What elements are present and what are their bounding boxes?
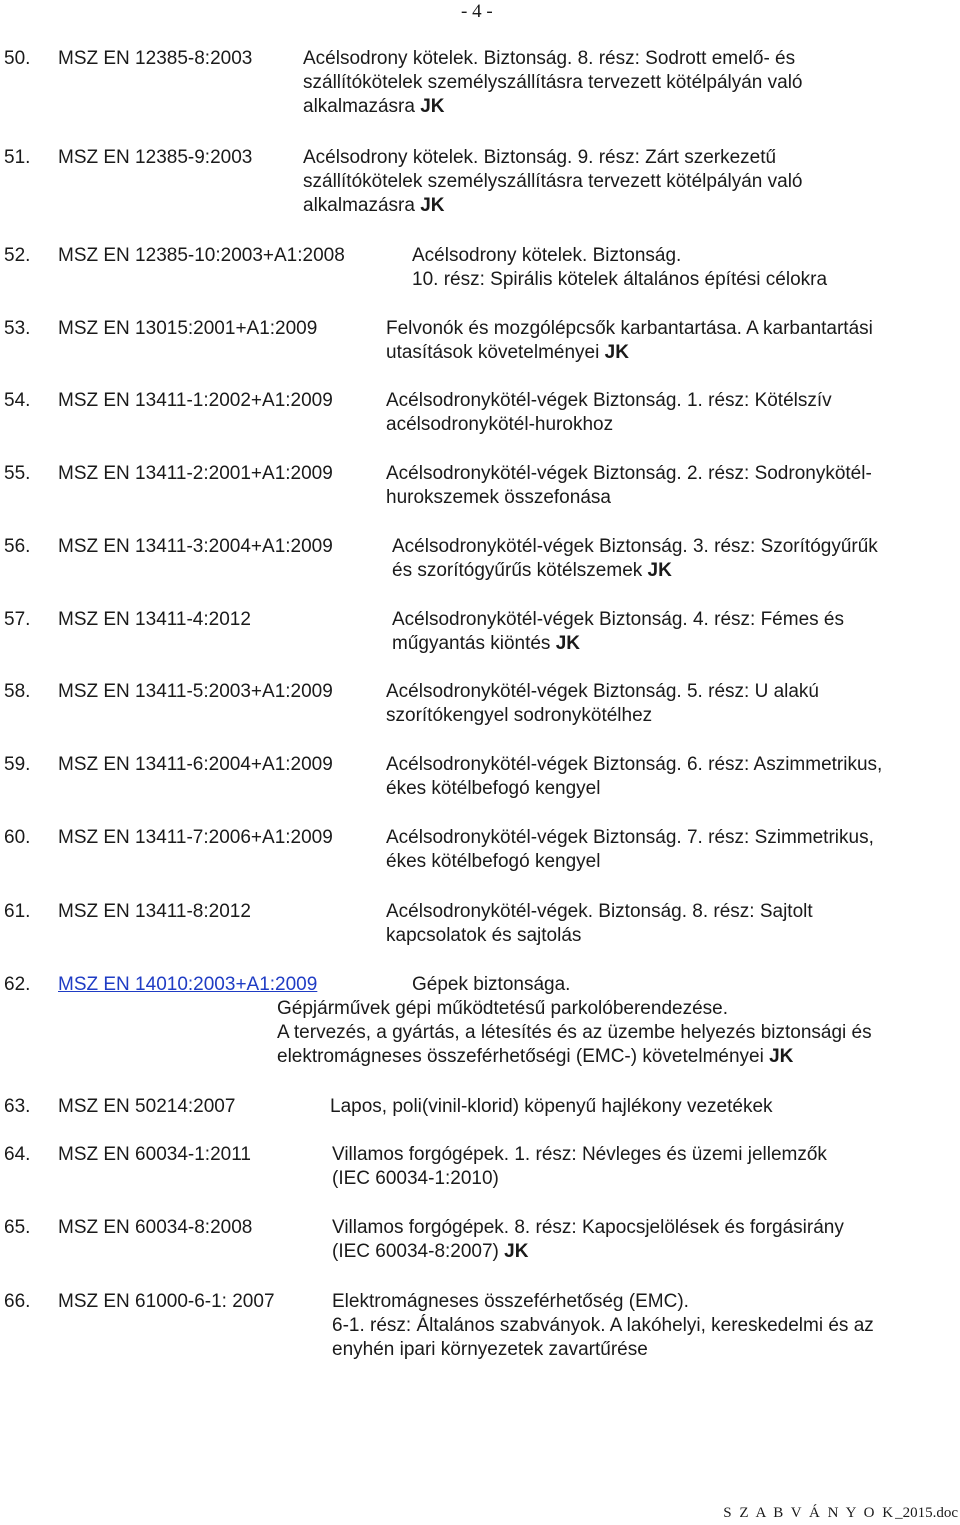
- title-line: Acélsodronykötél-végek Biztonság. 7. rész: Szimmetrikus,: [386, 827, 874, 848]
- entry-number: 57.: [4, 609, 31, 630]
- standard-title: [412, 973, 570, 997]
- title-line: műgyantás kiöntés JK: [392, 633, 580, 654]
- title-line: szorítókengyel sodronykötélhez: [386, 705, 653, 726]
- title-line: Acélsodronykötél-végek Biztonság. 1. rész: Kötélszív: [386, 390, 832, 411]
- standard-title: [386, 317, 873, 365]
- entry-number: 65.: [4, 1217, 31, 1238]
- standard-code: MSZ EN 13411-1:2002+A1:2009: [58, 390, 333, 411]
- standard-title-continued: [277, 997, 872, 1069]
- title-line: (IEC 60034-1:2010): [332, 1168, 499, 1189]
- jk-marker: JK: [604, 342, 629, 363]
- standard-code: MSZ EN 12385-10:2003+A1:2008: [58, 245, 345, 266]
- title-line: hurokszemek összefonása: [386, 487, 611, 508]
- entry-number: 59.: [4, 754, 31, 775]
- entry-number: 66.: [4, 1291, 31, 1312]
- standard-code: MSZ EN 12385-8:2003: [58, 48, 253, 69]
- standard-code: MSZ EN 13411-5:2003+A1:2009: [58, 681, 333, 702]
- standard-title: [392, 535, 878, 583]
- standard-code: MSZ EN 13411-3:2004+A1:2009: [58, 536, 333, 557]
- title-line: szállítókötelek személyszállításra tervezett kötélpályán való: [303, 171, 803, 192]
- entry-number: 62.: [4, 974, 31, 995]
- title-line: Acélsodronykötél-végek Biztonság. 3. rész: Szorítógyűrűk: [392, 536, 878, 557]
- entry-number: 52.: [4, 245, 31, 266]
- jk-marker: JK: [647, 560, 672, 581]
- title-line: Gépjárművek gépi működtetésű parkolóberendezése.: [277, 998, 728, 1019]
- standard-title: [412, 244, 827, 292]
- standard-title: [386, 900, 813, 948]
- title-line: kapcsolatok és sajtolás: [386, 925, 582, 946]
- title-line: Villamos forgógépek. 1. rész: Névleges és üzemi jellemzők: [332, 1144, 827, 1165]
- title-line: Acélsodronykötél-végek Biztonság. 6. rész: Aszimmetrikus,: [386, 754, 883, 775]
- title-line: alkalmazásra JK: [303, 96, 445, 117]
- entry-number: 55.: [4, 463, 31, 484]
- jk-marker: JK: [420, 96, 445, 117]
- title-line: enyhén ipari környezetek zavartűrése: [332, 1339, 648, 1360]
- standard-title: [392, 608, 844, 656]
- title-line: ékes kötélbefogó kengyel: [386, 778, 601, 799]
- title-line: A tervezés, a gyártás, a létesítés és az üzembe helyezés biztonsági és: [277, 1022, 872, 1043]
- jk-marker: JK: [420, 195, 445, 216]
- title-line: Acélsodronykötél-végek Biztonság. 4. rész: Fémes és: [392, 609, 844, 630]
- standard-title: [386, 753, 882, 801]
- title-line: Villamos forgógépek. 8. rész: Kapocsjelölések és forgásirány: [332, 1217, 844, 1238]
- standard-code: MSZ EN 12385-9:2003: [58, 147, 253, 168]
- standard-code: MSZ EN 60034-8:2008: [58, 1217, 253, 1238]
- title-line: 6-1. rész: Általános szabványok. A lakóhelyi, kereskedelmi és az: [332, 1315, 874, 1336]
- title-line: szállítókötelek személyszállításra tervezett kötélpályán való: [303, 72, 803, 93]
- entry-number: 50.: [4, 48, 31, 69]
- entry-number: 61.: [4, 901, 31, 922]
- entry-number: 63.: [4, 1096, 31, 1117]
- title-line: alkalmazásra JK: [303, 195, 445, 216]
- standard-title: [303, 47, 803, 119]
- standard-code: MSZ EN 61000-6-1: 2007: [58, 1291, 275, 1312]
- title-line: Acélsodrony kötelek. Biztonság.: [412, 245, 682, 266]
- standard-title: [332, 1143, 827, 1191]
- standard-code-link[interactable]: MSZ EN 14010:2003+A1:2009: [58, 974, 318, 995]
- entry-number: 58.: [4, 681, 31, 702]
- standard-code: MSZ EN 50214:2007: [58, 1096, 236, 1117]
- standard-code: MSZ EN 13411-8:2012: [58, 901, 251, 922]
- standard-code: MSZ EN 13411-4:2012: [58, 609, 251, 630]
- standard-code: MSZ EN 13015:2001+A1:2009: [58, 318, 318, 339]
- standard-title: [330, 1095, 773, 1119]
- title-line: Gépek biztonsága.: [412, 974, 571, 995]
- title-line: Acélsodronykötél-végek Biztonság. 2. rész: Sodronykötél-: [386, 463, 872, 484]
- title-line: (IEC 60034-8:2007) JK: [332, 1241, 529, 1262]
- jk-marker: JK: [555, 633, 580, 654]
- standard-title: [303, 146, 803, 218]
- title-line: ékes kötélbefogó kengyel: [386, 851, 601, 872]
- title-line: Acélsodronykötél-végek Biztonság. 5. rész: U alakú: [386, 681, 819, 702]
- entry-number: 60.: [4, 827, 31, 848]
- standard-title: [386, 680, 819, 728]
- title-line: és szorítógyűrűs kötélszemek JK: [392, 560, 672, 581]
- page-number: - 4 -: [461, 1, 493, 22]
- title-line: Elektromágneses összeférhetőség (EMC).: [332, 1291, 689, 1312]
- entry-number: 53.: [4, 318, 31, 339]
- jk-marker: JK: [769, 1046, 794, 1067]
- title-line: Acélsodronykötél-végek. Biztonság. 8. rész: Sajtolt: [386, 901, 813, 922]
- title-line: Acélsodrony kötelek. Biztonság. 8. rész: Sodrott emelő- és: [303, 48, 796, 69]
- standard-title: [386, 462, 872, 510]
- title-line: utasítások követelményei JK: [386, 342, 629, 363]
- title-line: elektromágneses összeférhetőségi (EMC-) követelményei JK: [277, 1046, 794, 1067]
- title-line: Felvonók és mozgólépcsők karbantartása. A karbantartási: [386, 318, 873, 339]
- footer-spaced-title: S Z A B V Á N Y O K: [723, 1505, 896, 1521]
- footer-filename: [723, 1501, 958, 1525]
- standard-title: [332, 1290, 874, 1362]
- standard-title: [386, 826, 874, 874]
- title-line: Lapos, poli(vinil-klorid) köpenyű hajlékony vezetékek: [330, 1096, 773, 1117]
- footer-file-suffix: _2015.doc: [895, 1505, 958, 1521]
- entry-number: 56.: [4, 536, 31, 557]
- entry-number: 64.: [4, 1144, 31, 1165]
- title-line: Acélsodrony kötelek. Biztonság. 9. rész: Zárt szerkezetű: [303, 147, 777, 168]
- entry-number: 54.: [4, 390, 31, 411]
- standard-code: MSZ EN 13411-2:2001+A1:2009: [58, 463, 333, 484]
- title-line: acélsodronykötél-hurokhoz: [386, 414, 614, 435]
- standard-code: MSZ EN 13411-6:2004+A1:2009: [58, 754, 333, 775]
- jk-marker: JK: [504, 1241, 529, 1262]
- entry-number: 51.: [4, 147, 31, 168]
- standard-title: [332, 1216, 844, 1264]
- standard-code: MSZ EN 60034-1:2011: [58, 1144, 251, 1165]
- standard-code: MSZ EN 13411-7:2006+A1:2009: [58, 827, 333, 848]
- standard-title: [386, 389, 832, 437]
- title-line: 10. rész: Spirális kötelek általános építési célokra: [412, 269, 828, 290]
